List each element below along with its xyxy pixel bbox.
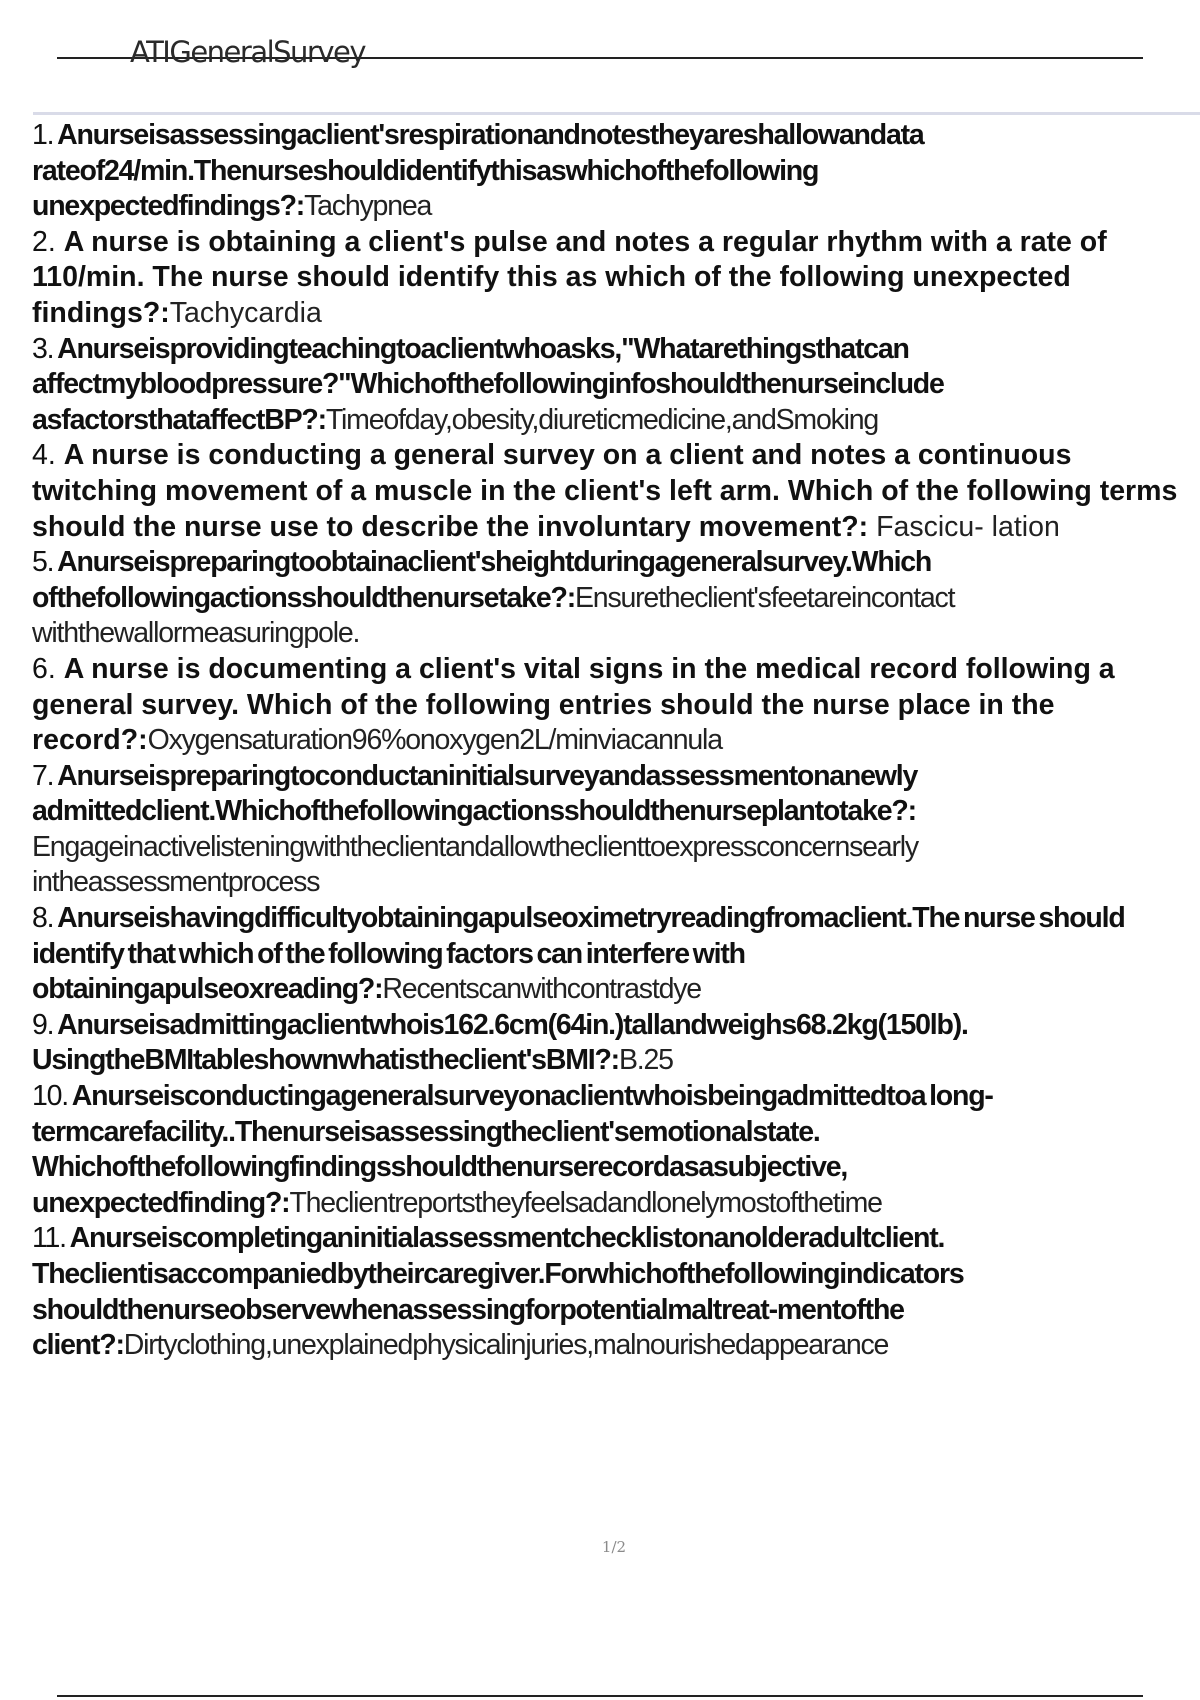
answer-text: B.25 — [618, 1044, 673, 1077]
question-item-7 — [32, 759, 1200, 901]
question-text: Anurseiscompletinganinitialassessmentchecklistonanolderadultclient. Theclientisaccompaniedbytheircaregiver.Forwhichofthefollowingindicators shouldthenurseobservewhenassessingforpotentialmaltreat-mentofthe client?: — [32, 1222, 964, 1362]
question-text: Anurseispreparingtoobtainaclient'sheightduringageneralsurvey.Which ofthefollowingactionsshouldthenursetake?: — [32, 546, 932, 614]
question-item-10 — [32, 1079, 1200, 1221]
title-divider — [33, 112, 1200, 115]
question-number: 7. — [32, 759, 54, 792]
question-number: 2. — [32, 225, 56, 258]
question-item-11 — [32, 1221, 1200, 1363]
answer-text: Ensuretheclient'sfeetareincontact withthewallormeasuringpole. — [32, 581, 955, 650]
question-item-6 — [32, 652, 1200, 759]
question-list — [32, 118, 1200, 1364]
question-number: 11. — [32, 1222, 66, 1255]
question-item-5 — [32, 545, 1200, 652]
answer-text: Tachypnea — [304, 190, 432, 223]
question-item-2 — [32, 225, 1200, 332]
question-text: Anurseisprovidingteachingtoaclientwhoasks,"Whatarethingsthatcan affectmybloodpressure?"Whichofthefollowinginfoshouldthenurseinclude asfactorsthataffectBP?: — [32, 332, 944, 436]
question-text: Anurseisadmittingaclientwhois162.6cm(64in.)tallandweighs68.2kg(150lb). UsingtheBMItableshownwhatistheclient'sBMI?: — [32, 1008, 968, 1077]
answer-text: Theclientreportstheyfeelsadandlonelymostofthetime — [289, 1186, 882, 1219]
question-text: Anurseisconductingageneralsurveyonaclientwhoisbeingadmittedtoa long-termcarefacility..Thenurseisassessingtheclient'semotionalstate. Whichofthefollowingfindingsshouldthenurserecordasasubjective, unexpectedfinding?: — [32, 1080, 993, 1219]
answer-text: Engageinactivelisteningwiththeclientandallowtheclienttoexpressconcernsearly intheassessmentprocess — [32, 830, 918, 899]
question-number: 3. — [32, 332, 54, 365]
question-item-3 — [32, 332, 1200, 439]
question-item-8 — [32, 901, 1200, 1008]
answer-text: Fascicu- lation — [876, 510, 1060, 543]
question-text: A nurse is conducting a general survey on a client and notes a continuous twitching movement of a muscle in the client's left arm. Which of the following terms should the nurse use to describe the involuntary movement?: — [32, 439, 1178, 543]
question-number: 10. — [32, 1080, 69, 1113]
question-item-4 — [32, 438, 1200, 545]
answer-text: Oxygensaturation96%onoxygen2L/minviacannula — [147, 724, 722, 757]
document-title: ATIGeneralSurvey — [130, 35, 366, 69]
question-item-1 — [32, 118, 1200, 225]
question-text: Anurseishavingdifficultyobtainingapulseoximetryreadingfromaclient.The nurse should identify that which of the following factors can interfere with obtainingapulseoxreading?: — [32, 902, 1125, 1006]
question-text: Anurseisassessingaclient'srespirationandnotestheyareshallowandata rateof24/min.Thenurseshouldidentifythisaswhichofthefollowing unexpectedfindings?: — [32, 119, 924, 223]
answer-text: Tachycardia — [169, 296, 322, 329]
footer-rule — [57, 1695, 1143, 1697]
question-number: 6. — [32, 652, 56, 685]
question-number: 4. — [32, 439, 56, 472]
question-number: 5. — [32, 546, 54, 579]
question-text: A nurse is obtaining a client's pulse and notes a regular rhythm with a rate of 110/min. The nurse should identify this as which of the following unexpected findings?: — [32, 225, 1107, 329]
answer-text: Dirtyclothing,unexplainedphysicalinjuries,malnourishedappearance — [123, 1329, 889, 1362]
question-number: 9. — [32, 1008, 54, 1041]
question-number: 1. — [32, 119, 54, 151]
question-text: A nurse is documenting a client's vital signs in the medical record following a general survey. Which of the following entries should the nurse place in the record?: — [32, 652, 1115, 757]
question-item-9 — [32, 1008, 1200, 1079]
page-number: 1/2 — [601, 1538, 627, 1556]
question-number: 8. — [32, 902, 54, 935]
answer-text: Recentscanwithcontrastdye — [382, 973, 701, 1006]
answer-text: Timeofday,obesity,diureticmedicine,andSmoking — [325, 403, 879, 436]
question-text: Anurseispreparingtoconductaninitialsurveyandassessmentonanewly admittedclient.Whichofthefollowingactionsshouldthenurseplantotake?: — [32, 759, 918, 828]
